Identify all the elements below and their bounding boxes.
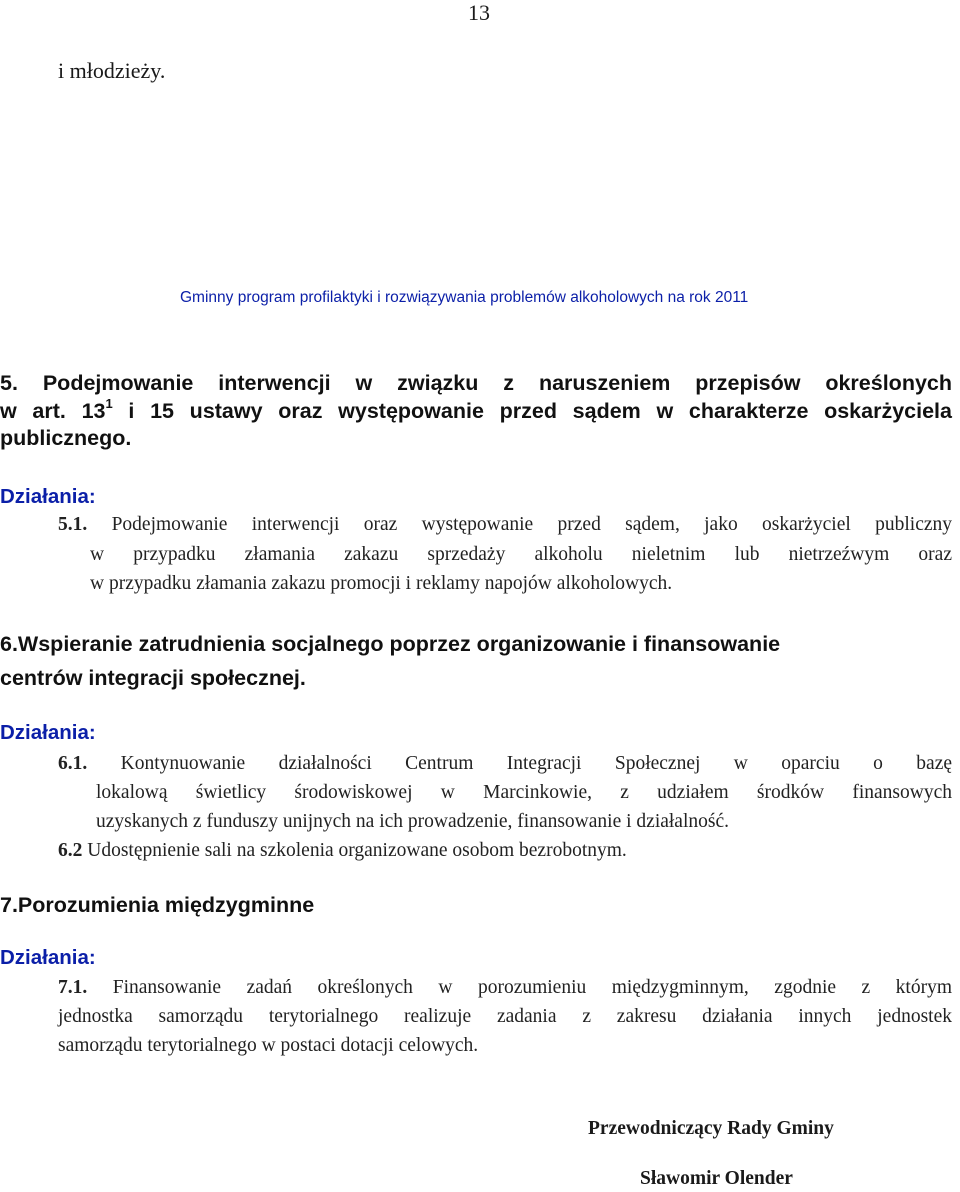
section-7-item-number: 7.1. [58,977,88,998]
section-7-actions-label: Działania: [0,946,96,969]
continuation-line: i młodzieży. [58,58,166,83]
section-6-actions-label: Działania: [0,721,96,744]
section-5-title-line-2-start: w art. 13 [0,399,106,424]
section-6-item-1-line-2: lokalową świetlicy środowiskowej w Marcinkowie, z udziałem środków finansowych [96,782,952,803]
section-5-actions-label: Działania: [0,485,96,508]
section-6-item-1-line-1 [58,753,952,775]
page-number: 13 [468,0,490,25]
section-5-item-line-3: w przypadku złamania zakazu promocji i reklamy napojów alkoholowych. [90,573,673,594]
section-7-item-text-line-1: Finansowanie zadań określonych w porozumieniu międzygminnym, zgodnie z którym [112,977,953,998]
section-5-title-line-2 [0,398,952,424]
section-5-item-number: 5.1. [58,514,88,535]
section-6-item-2-text: Udostępnienie sali na szkolenia organizowane osobom bezrobotnym. [82,840,627,861]
section-5-item-line-1 [58,514,952,536]
document-header: Gminny program profilaktyki i rozwiązywania problemów alkoholowych na rok 2011 [180,289,749,306]
section-7-item-line-1 [58,977,952,999]
section-6-item-1-line-3: uzyskanych z funduszy unijnych na ich prowadzenie, finansowanie i działalność. [96,811,729,832]
signature-role: Przewodniczący Rady Gminy [588,1118,834,1139]
section-5-title-line-3: publicznego. [0,426,132,450]
section-6-item-2-number: 6.2 [58,840,83,861]
section-6-item-1-number: 6.1. [58,753,88,774]
section-5-item-text-line-1: Podejmowanie interwencji oraz występowanie przed sądem, jako oskarżyciel publiczny [111,514,953,535]
section-6-title-line-1: 6.Wspieranie zatrudnienia socjalnego poprzez organizowanie i finansowanie [0,632,781,656]
section-6-title-line-2: centrów integracji społecznej. [0,666,306,690]
section-7-item-line-3: samorządu terytorialnego w postaci dotacji celowych. [58,1035,479,1056]
section-5-title-line-1: 5. Podejmowanie interwencji w związku z naruszeniem przepisów określonych [0,371,952,395]
section-5-title-line-2-end: i 15 ustawy oraz występowanie przed sądem w charakterze oskarżyciela [112,399,952,424]
footnote-superscript: 1 [105,396,113,411]
section-7-title: 7.Porozumienia międzygminne [0,893,315,917]
section-6-item-1-text-line-1: Kontynuowanie działalności Centrum Integracji Społecznej w oparciu o bazę [120,753,953,774]
section-5-item-line-2: w przypadku złamania zakazu sprzedaży alkoholu nieletnim lub nietrzeźwym oraz [90,544,952,565]
signature-name: Sławomir Olender [640,1168,793,1189]
section-6-item-2 [58,840,627,862]
section-7-item-line-2: jednostka samorządu terytorialnego realizuje zadania z zakresu działania innych jednostek [58,1006,952,1027]
